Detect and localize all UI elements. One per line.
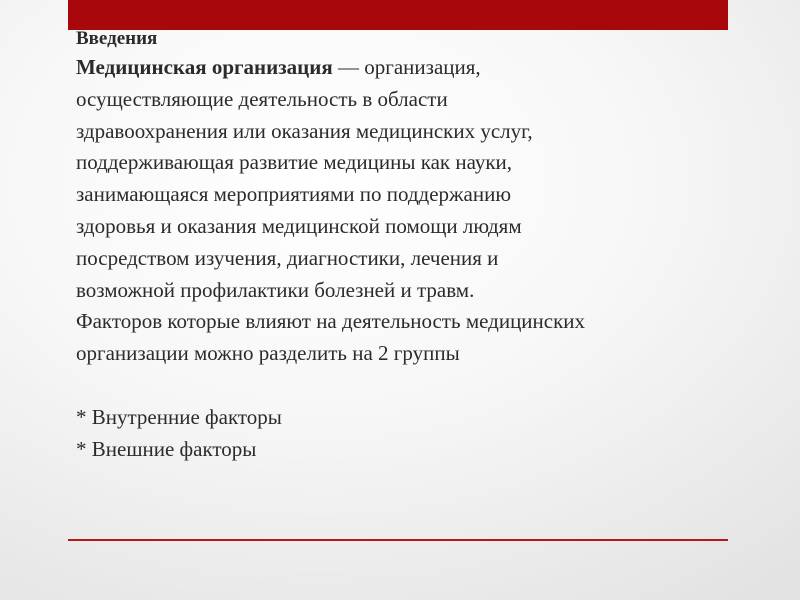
factors-line: Факторов которые влияют на деятельность медицинских bbox=[76, 309, 586, 334]
slide-content bbox=[76, 28, 746, 465]
definition-line: занимающаяся мероприятиями по поддержанию bbox=[76, 182, 512, 207]
slide-title: Введения bbox=[76, 28, 158, 49]
definition-line: здравоохранения или оказания медицинских услуг, bbox=[76, 118, 533, 143]
factors-line: организации можно разделить на 2 группы bbox=[76, 341, 460, 366]
group-item-internal: * Внутренние факторы bbox=[76, 404, 282, 429]
definition-line: возможной профилактики болезней и травм. bbox=[76, 277, 475, 302]
definition-term: Медицинская организация bbox=[76, 55, 333, 79]
definition-first-line-rest: — организация, bbox=[332, 55, 481, 79]
top-accent-bar bbox=[68, 0, 728, 30]
definition-line-1 bbox=[76, 52, 746, 84]
bottom-divider bbox=[68, 539, 728, 541]
group-item-external: * Внешние факторы bbox=[76, 436, 257, 461]
paragraph-gap bbox=[76, 370, 746, 402]
definition-line: здоровья и оказания медицинской помощи людям bbox=[76, 213, 522, 238]
definition-line: поддерживающая развитие медицины как науки, bbox=[76, 150, 513, 175]
definition-line: осуществляющие деятельность в области bbox=[76, 86, 448, 111]
definition-line: посредством изучения, диагностики, лечения и bbox=[76, 245, 499, 270]
